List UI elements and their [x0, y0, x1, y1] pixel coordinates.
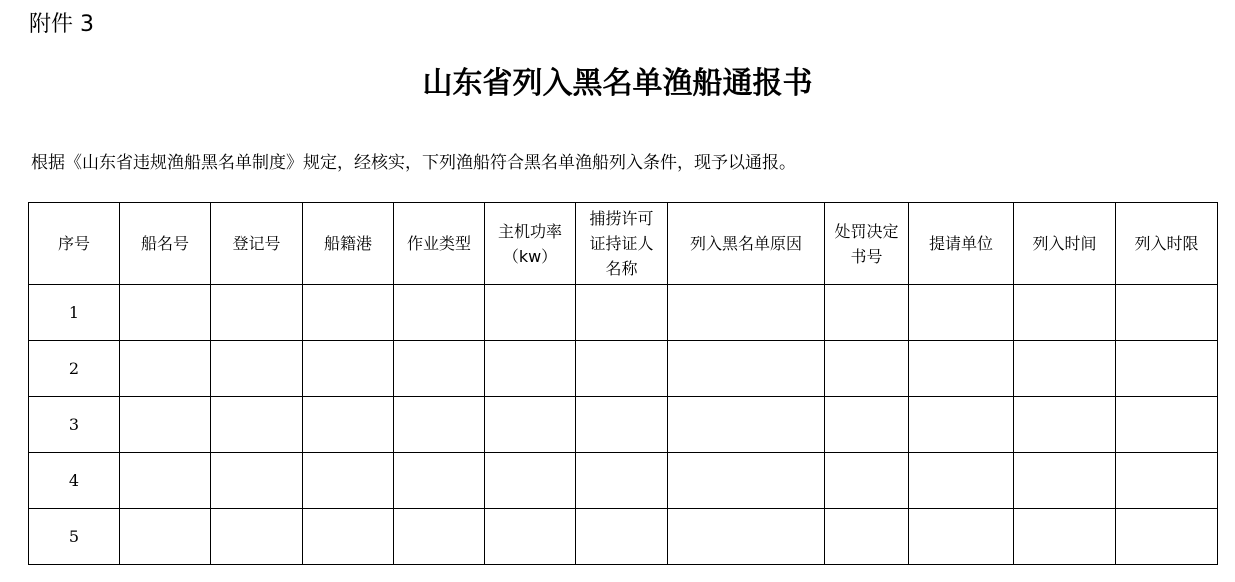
- table-header-row: [29, 203, 1218, 285]
- table-cell: [485, 509, 576, 565]
- table-cell: [120, 453, 211, 509]
- table-cell: [825, 453, 909, 509]
- column-header-vessel-name: 船名号: [120, 203, 211, 285]
- table-cell: [1014, 453, 1116, 509]
- table-cell: [909, 397, 1014, 453]
- table-cell: [303, 453, 394, 509]
- table-cell: [825, 397, 909, 453]
- column-header-registration-no: 登记号: [211, 203, 303, 285]
- table-cell: [303, 397, 394, 453]
- table-cell: [825, 509, 909, 565]
- table-cell: [909, 341, 1014, 397]
- table-cell: [303, 285, 394, 341]
- table-cell: [394, 453, 485, 509]
- row-serial-cell: 3: [29, 397, 120, 453]
- table-cell: [1116, 341, 1218, 397]
- table-cell: [211, 341, 303, 397]
- blacklist-table: [28, 202, 1218, 565]
- row-serial-cell: 2: [29, 341, 120, 397]
- intro-paragraph: 根据《山东省违规渔船黑名单制度》规定，经核实，下列渔船符合黑名单渔船列入条件，现予以通报。: [31, 153, 796, 173]
- table-cell: [1014, 285, 1116, 341]
- table-row: [29, 453, 1218, 509]
- table-row: [29, 397, 1218, 453]
- table-cell: [576, 509, 668, 565]
- table-cell: [485, 285, 576, 341]
- table-cell: [1116, 453, 1218, 509]
- table-cell: [211, 397, 303, 453]
- table-cell: [1014, 397, 1116, 453]
- table-cell: [668, 509, 825, 565]
- column-header-port-of-registry: 船籍港: [303, 203, 394, 285]
- table-cell: [668, 397, 825, 453]
- column-header-blacklist-reason: 列入黑名单原因: [668, 203, 825, 285]
- column-header-submitting-unit: 提请单位: [909, 203, 1014, 285]
- table-cell: [303, 341, 394, 397]
- table-cell: [394, 397, 485, 453]
- column-header-penalty-decision-no: 处罚决定 书号: [825, 203, 909, 285]
- table-cell: [211, 285, 303, 341]
- table-row: [29, 341, 1218, 397]
- table-cell: [825, 341, 909, 397]
- column-header-listing-date: 列入时间: [1014, 203, 1116, 285]
- table-cell: [825, 285, 909, 341]
- table-cell: [120, 341, 211, 397]
- table-cell: [1014, 509, 1116, 565]
- table-cell: [485, 397, 576, 453]
- document-title: 山东省列入黑名单渔船通报书: [422, 66, 813, 101]
- column-header-operation-type: 作业类型: [394, 203, 485, 285]
- table-cell: [576, 285, 668, 341]
- table-cell: [668, 285, 825, 341]
- table-cell: [576, 341, 668, 397]
- row-serial-cell: 1: [29, 285, 120, 341]
- table-cell: [909, 285, 1014, 341]
- table-cell: [120, 397, 211, 453]
- row-serial-cell: 5: [29, 509, 120, 565]
- table-cell: [668, 453, 825, 509]
- table-row: [29, 285, 1218, 341]
- table-cell: [668, 341, 825, 397]
- table-cell: [394, 285, 485, 341]
- table-cell: [909, 509, 1014, 565]
- table-cell: [485, 341, 576, 397]
- table-cell: [211, 509, 303, 565]
- table-cell: [394, 341, 485, 397]
- table-row: [29, 509, 1218, 565]
- attachment-label: 附件 3: [29, 12, 94, 37]
- table-cell: [485, 453, 576, 509]
- column-header-engine-power: 主机功率 （kw）: [485, 203, 576, 285]
- table-cell: [576, 453, 668, 509]
- table-cell: [1116, 285, 1218, 341]
- table-cell: [303, 509, 394, 565]
- table-cell: [394, 509, 485, 565]
- table-cell: [576, 397, 668, 453]
- table-cell: [120, 509, 211, 565]
- table-cell: [1116, 509, 1218, 565]
- row-serial-cell: 4: [29, 453, 120, 509]
- column-header-listing-period: 列入时限: [1116, 203, 1218, 285]
- column-header-serial: 序号: [29, 203, 120, 285]
- table-cell: [909, 453, 1014, 509]
- table-cell: [211, 453, 303, 509]
- table-cell: [1116, 397, 1218, 453]
- table-cell: [1014, 341, 1116, 397]
- table-cell: [120, 285, 211, 341]
- column-header-license-holder: 捕捞许可 证持证人 名称: [576, 203, 668, 285]
